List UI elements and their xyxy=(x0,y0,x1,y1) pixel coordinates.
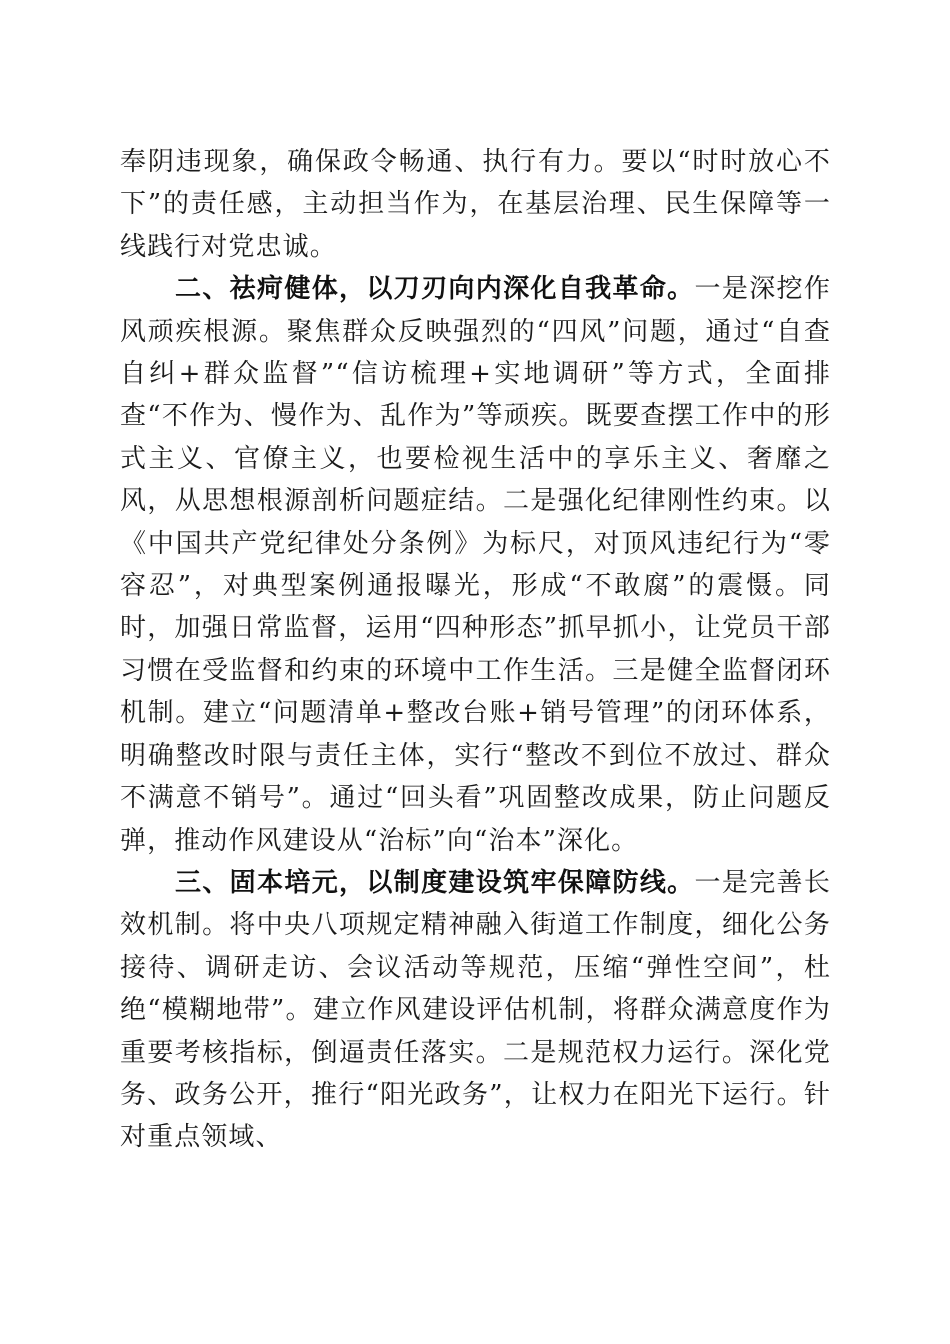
paragraph-2-text: 一是深挖作风顽疾根源。聚焦群众反映强烈的“四风”问题，通过“自查自纠+群众监督”“信访梳理+实地调研”等方式，全面排查“不作为、慢作为、乱作为”等顽疾。既要查摆工作中的形式主义、官僚主义，也要检视生活中的享乐主义、奢靡之风，从思想根源剖析问题症结。二是强化纪律刚性约束。以《中国共产党纪律处分条例》为标尺，对顶风违纪行为“零容忍”，对典型案例通报曝光，形成“不敢腐”的震慑。同时，加强日常监督，运用“四种形态”抓早抓小，让党员干部习惯在受监督和约束的环境中工作生活。三是健全监督闭环机制。建立“问题清单+整改台账+销号管理”的闭环体系，明确整改时限与责任主体，实行“整改不到位不放过、群众不满意不销号”。通过“回头看”巩固整改成果，防止问题反弹，推动作风建设从“治标”向“治本”深化。 xyxy=(120,274,831,856)
document-body xyxy=(120,141,831,1159)
paragraph-1-text: 奉阴违现象，确保政令畅通、执行有力。要以“时时放心不下”的责任感，主动担当作为，在基层治理、民生保障等一线践行对党忠诚。 xyxy=(120,147,831,262)
paragraph-1 xyxy=(120,141,831,268)
section-three-heading: 三、固本培元，以制度建设筑牢保障防线。 xyxy=(175,867,695,898)
paragraph-3-text: 一是完善长效机制。将中央八项规定精神融入街道工作制度，细化公务接待、调研走访、会议活动等规范，压缩“弹性空间”，杜绝“模糊地带”。建立作风建设评估机制，将群众满意度作为重要考核指标，倒逼责任落实。二是规范权力运行。深化党务、政务公开，推行“阳光政务”，让权力在阳光下运行。针对重点领域、 xyxy=(120,867,831,1153)
paragraph-3 xyxy=(120,862,831,1159)
paragraph-2 xyxy=(120,268,831,862)
section-two-heading: 二、祛疴健体，以刀刃向内深化自我革命。 xyxy=(175,274,695,305)
